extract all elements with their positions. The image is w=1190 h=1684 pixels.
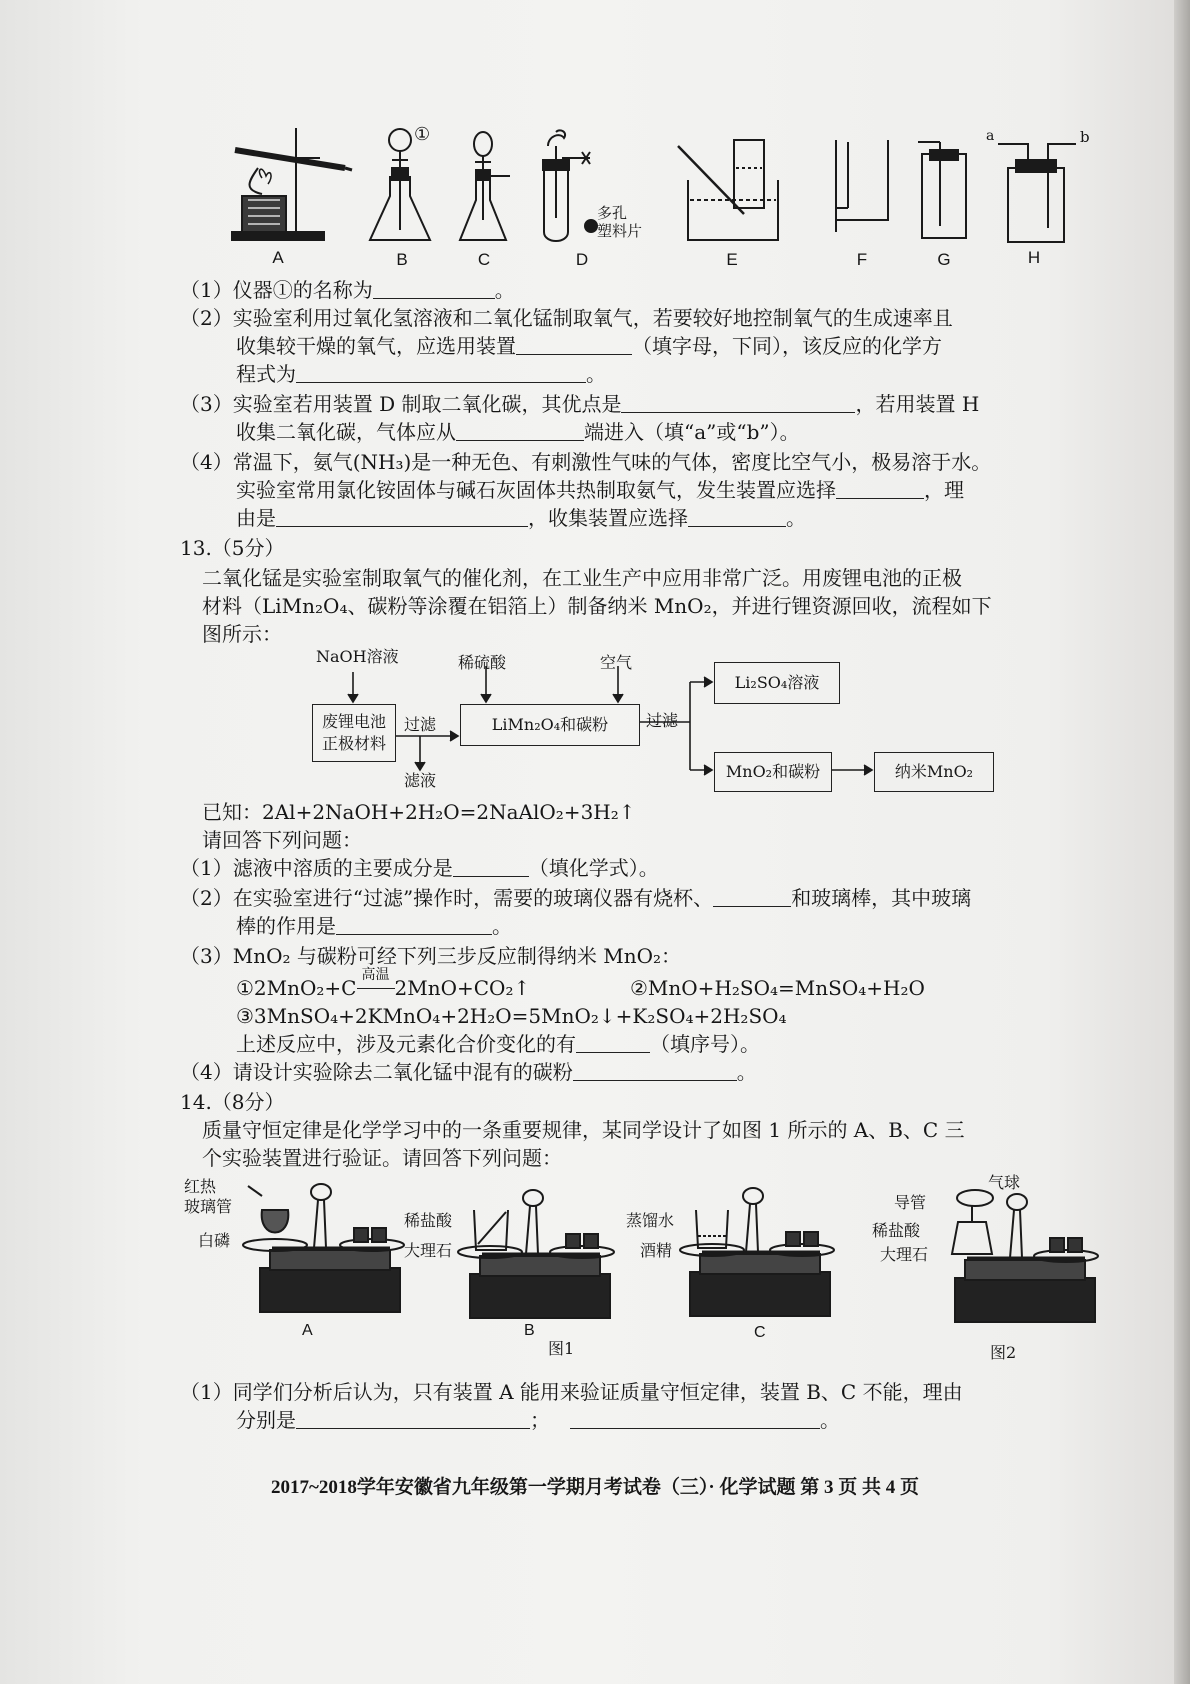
balance-fig2-drawing [952, 1190, 1098, 1322]
answer-blank[interactable] [570, 1408, 820, 1429]
answer-blank[interactable] [576, 1032, 650, 1053]
q13-intro-line3: 图所示： [202, 622, 282, 646]
q12-part1: （1）仪器①的名称为 。 [180, 278, 515, 302]
answer-blank[interactable] [688, 506, 786, 527]
reaction-2: ②MnO+H₂SO₄=MnSO₄+H₂O [630, 976, 925, 1000]
q12-part3-line1: （3）实验室若用装置 D 制取二氧化碳，其优点是 ，若用装置 H [180, 392, 980, 416]
circle-one-label: ① [414, 124, 431, 145]
apparatus-b-drawing [370, 129, 430, 240]
label-hot-tube-2: 玻璃管 [184, 1197, 233, 1216]
label-marble-2: 大理石 [880, 1245, 929, 1264]
answer-blank[interactable] [276, 506, 528, 527]
label-h: H [1027, 248, 1041, 267]
flow-box-battery: 废锂电池 正极材料 [312, 704, 396, 762]
answer-blank[interactable] [516, 334, 632, 355]
balance-a-drawing [243, 1184, 404, 1312]
page-footer: 2017~2018学年安徽省九年级第一学期月考试卷（三）· 化学试题 第 3 页 共 4 页 [271, 1477, 919, 1498]
q14-intro-line1: 质量守恒定律是化学学习中的一条重要规律，某同学设计了如图 1 所示的 A、B、C 三 [202, 1118, 965, 1142]
q12-part2-line2: 收集较干燥的氧气，应选用装置 （填字母，下同），该反应的化学方 [236, 334, 942, 358]
apparatus-h-drawing [998, 144, 1076, 242]
label-c: C [477, 250, 491, 269]
label-balloon: 气球 [988, 1173, 1021, 1192]
figure-2-caption: 图2 [990, 1343, 1017, 1362]
answer-blank[interactable] [573, 1060, 737, 1081]
balance-c-drawing [680, 1188, 834, 1316]
answer-blank[interactable] [296, 1408, 530, 1429]
q13-header: 13.（5分） [180, 536, 285, 560]
figure-caption-c: C [754, 1324, 766, 1341]
q13-intro-line1: 二氧化锰是实验室制取氧气的催化剂，在工业生产中应用非常广泛。用废锂电池的正极 [202, 566, 962, 590]
flow-box-nano-mno2: 纳米MnO₂ [874, 752, 994, 792]
answer-blank[interactable] [456, 420, 584, 441]
figure-caption-b: B [524, 1322, 535, 1339]
q13-part4: （4）请设计实验除去二氧化锰中混有的碳粉 。 [180, 1060, 757, 1084]
label-white-phosphorus: 白磷 [198, 1231, 231, 1250]
porous-label-2: 塑料片 [597, 222, 643, 240]
answer-blank[interactable] [336, 914, 492, 935]
answer-blank[interactable] [621, 392, 855, 413]
porous-label-1: 多孔 [597, 204, 628, 222]
apparatus-f-drawing [836, 140, 888, 232]
flow-filter1-label: 过滤 [404, 715, 437, 734]
apparatus-d-drawing [543, 130, 597, 241]
answer-blank[interactable] [373, 278, 495, 299]
port-b-label: b [1080, 128, 1090, 146]
flow-acid-label: 稀硫酸 [458, 653, 507, 672]
answer-blank[interactable] [713, 886, 791, 907]
reaction-condition: 高温 [361, 967, 390, 983]
answer-blank[interactable] [296, 362, 586, 383]
reaction-1: ①2MnO₂+C 高温 2MnO+CO₂↑ [236, 974, 530, 1002]
q14-part1-line1: （1）同学们分析后认为，只有装置 A 能用来验证质量守恒定律，装置 B、C 不能，理由 [180, 1380, 963, 1404]
figure-1-caption: 图1 [548, 1339, 575, 1358]
label-g: G [937, 250, 951, 269]
flow-box-limn2o4: LiMn₂O₄和碳粉 [460, 704, 640, 746]
q12-part3-line2: 收集二氧化碳，气体应从 端进入（填“a”或“b”）。 [236, 420, 800, 444]
q13-part3-line1: （3）MnO₂ 与碳粉可经下列三步反应制得纳米 MnO₂： [180, 944, 681, 968]
q13-ask: 请回答下列问题： [202, 828, 362, 852]
label-tube: 导管 [894, 1193, 927, 1212]
label-a: A [272, 248, 284, 267]
label-hcl: 稀盐酸 [404, 1211, 453, 1230]
q14-header: 14.（8分） [180, 1090, 285, 1114]
label-b: B [396, 250, 408, 269]
q12-part4-line1: （4）常温下，氨气(NH₃)是一种无色、有刺激性气味的气体，密度比空气小，极易溶于水。 [180, 450, 992, 474]
q14-part1-line2: 分别是 ； 。 [236, 1408, 840, 1432]
apparatus-e-drawing [678, 140, 778, 240]
q13-part3-line2: 上述反应中，涉及元素化合价变化的有 （填序号）。 [236, 1032, 760, 1056]
label-alcohol: 酒精 [640, 1241, 673, 1260]
q13-known: 已知：2Al+2NaOH+2H₂O=2NaAlO₂+3H₂↑ [202, 800, 636, 824]
port-a-label: a [986, 128, 995, 144]
label-distilled-water: 蒸馏水 [626, 1211, 675, 1230]
label-hot-tube-1: 红热 [184, 1177, 217, 1196]
flow-air-label: 空气 [600, 653, 633, 672]
apparatus-a-drawing [232, 128, 352, 240]
answer-blank[interactable] [836, 478, 924, 499]
apparatus-c-drawing [460, 132, 510, 240]
apparatus-g-drawing [918, 142, 966, 238]
label-d: D [575, 250, 589, 269]
flow-naoh-label: NaOH溶液 [316, 647, 399, 666]
q13-part2-line1: （2）在实验室进行“过滤”操作时，需要的玻璃仪器有烧杯、 和玻璃棒，其中玻璃 [180, 886, 972, 910]
flow-filtrate-label: 滤液 [404, 771, 437, 790]
q13-part2-line2: 棒的作用是 。 [236, 914, 512, 938]
reaction-3: ③3MnSO₄+2KMnO₄+2H₂O=5MnO₂↓+K₂SO₄+2H₂SO₄ [236, 1004, 787, 1028]
q12-part2-line3: 程式为 。 [236, 362, 606, 386]
q13-part1: （1）滤液中溶质的主要成分是 （填化学式）。 [180, 856, 659, 880]
label-hcl-2: 稀盐酸 [872, 1221, 921, 1240]
q14-intro-line2: 个实验装置进行验证。请回答下列问题： [202, 1146, 562, 1170]
q13-intro-line2: 材料（LiMn₂O₄、碳粉等涂覆在铝箔上）制备纳米 MnO₂，并进行锂资源回收，流程如下 [202, 594, 992, 618]
q12-part2-line1: （2）实验室利用过氧化氢溶液和二氧化锰制取氧气，若要较好地控制氧气的生成速率且 [180, 306, 953, 330]
flow-box-mno2-carbon: MnO₂和碳粉 [714, 752, 832, 792]
figure-caption-a: A [302, 1322, 313, 1339]
label-f: F [856, 250, 868, 269]
label-marble: 大理石 [404, 1241, 453, 1260]
flow-filter2-label: 过滤 [646, 711, 679, 730]
answer-blank[interactable] [453, 856, 529, 877]
balance-b-drawing [458, 1190, 614, 1318]
label-e: E [726, 250, 738, 269]
q12-part4-line3: 由是 ，收集装置应选择 。 [236, 506, 806, 530]
flow-box-li2so4: Li₂SO₄溶液 [714, 662, 840, 704]
q12-part4-line2: 实验室常用氯化铵固体与碱石灰固体共热制取氨气，发生装置应选择 ，理 [236, 478, 964, 502]
